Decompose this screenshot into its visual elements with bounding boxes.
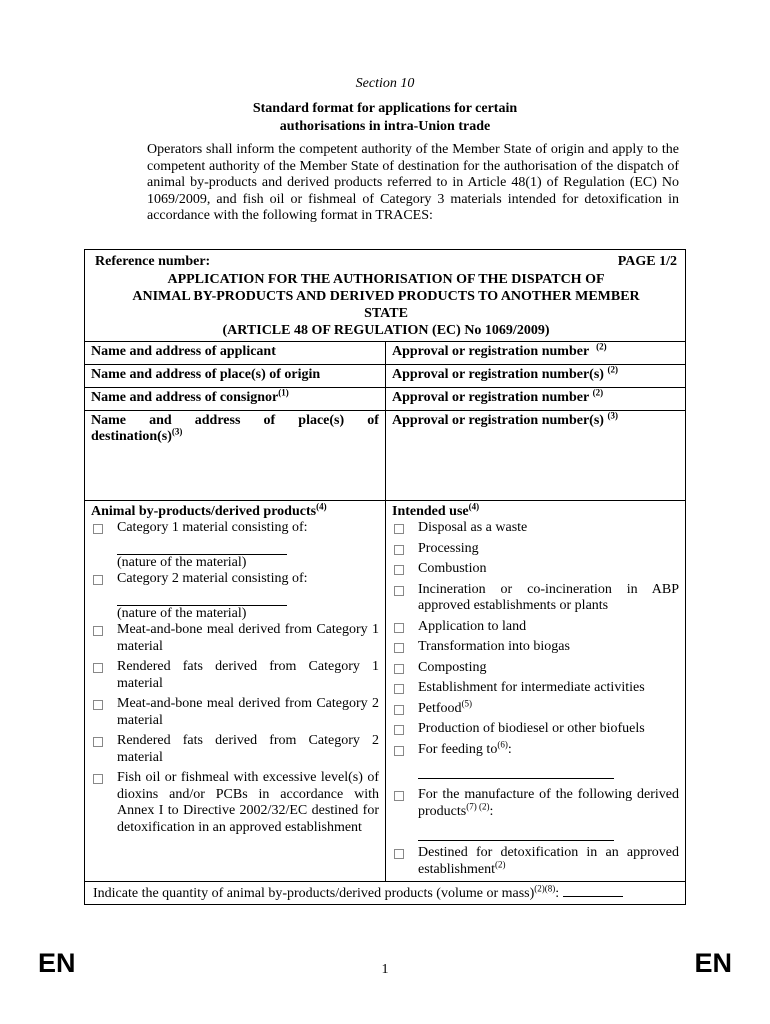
option-label: Meat-and-bone meal derived from Category 2 material <box>117 696 379 728</box>
quantity-input[interactable] <box>563 884 623 897</box>
applicant-approval-field[interactable]: Approval or registration number $^{(2)}$ <box>392 341 607 359</box>
applicant-row <box>85 342 685 365</box>
checkbox-feeding[interactable] <box>394 746 404 756</box>
option-label: Processing <box>418 540 479 556</box>
checkbox-biogas[interactable] <box>394 643 404 653</box>
language-code-left: EN <box>38 948 76 978</box>
checkbox-biodiesel[interactable] <box>394 725 404 735</box>
products-column <box>85 501 386 881</box>
standard-format-title <box>0 100 770 136</box>
option-label: For feeding to <box>418 741 498 757</box>
checkbox-mbm-cat2[interactable] <box>93 700 103 710</box>
option-label: Category 1 material consisting of: <box>117 520 308 535</box>
checkbox-category-2[interactable] <box>93 575 103 585</box>
intro-paragraph: Operators shall inform the competent authority of the Member State of origin and apply to the competent authority of the Member State of destination for the authorisation of the dispatch of animal by-products and derived products referred to in Article 48(1) of Regulation (EC) No 1069/2009, and fish oil or fishmeal of Category 3 materials intended for detoxification in accordance with the following format in TRACES: <box>147 142 679 223</box>
application-title-line: APPLICATION FOR THE AUTHORISATION OF THE DISPATCH OF <box>167 272 605 287</box>
application-title-line: (ARTICLE 48 OF REGULATION (EC) No 1069/2009) <box>222 323 550 338</box>
checkbox-land[interactable] <box>394 623 404 633</box>
option-label: Petfood <box>418 700 462 716</box>
checkbox-fats-cat1[interactable] <box>93 663 103 673</box>
checkbox-processing[interactable] <box>394 545 404 555</box>
section-label: Section 10 <box>355 76 415 91</box>
uses-column: Intended use$^{(4)}$ Disposal as a waste Processing Combustion Incineration or co-incineration in ABP approved establishments or plants Application to land Transformation into biogas Composting Establishment for intermediate activities Petfood$^{(5)}$ Production of biodiesel or other biofuels For feeding $to^{(6)}$: For the manufacture of the following derived products$^{(7) (2)}$: Destined for detoxification in an approved establishment$^{(2)}$ <box>392 501 679 877</box>
application-title-line: STATE <box>364 306 408 321</box>
checkbox-category-1[interactable] <box>93 524 103 534</box>
checkbox-fats-cat2[interactable] <box>93 737 103 747</box>
category-2-nature-input[interactable] <box>117 591 287 606</box>
checkbox-detoxification[interactable] <box>394 849 404 859</box>
application-title <box>95 271 677 339</box>
reference-number-label: Reference number: <box>95 254 211 269</box>
products-heading: Animal by-products/derived products$^{(4)}$ <box>91 501 327 519</box>
page-indicator: PAGE 1/2 <box>617 254 677 269</box>
checkbox-incineration[interactable] <box>394 586 404 596</box>
option-label: Rendered fats derived from Category 1 material <box>117 659 379 691</box>
option-label: Destined for detoxification in an approved establishment <box>418 845 679 877</box>
consignor-field[interactable]: Name and address of consignor$^{(1)}$ <box>85 388 386 410</box>
destination-field[interactable]: Name and address of place(s) of $destination(s)^{(3)}$ <box>85 411 386 500</box>
checkbox-mbm-cat1[interactable] <box>93 626 103 636</box>
title-line-2: authorisations in intra-Union trade <box>279 119 491 134</box>
page-number: 1 <box>381 962 389 977</box>
option-label: Incineration or co-incineration in ABP approved establishments or plants <box>418 581 679 613</box>
option-label: Transformation into biogas <box>418 639 570 654</box>
option-label: Fish oil or fishmeal with excessive level(s) of dioxins and/or PCBs in accordance with Annex I to Directive 2002/32/EC destined for detoxification in an approved establishment <box>117 770 379 835</box>
option-label: Establishment for intermediate activities <box>418 680 645 695</box>
origin-field[interactable]: Name and address of place(s) of origin <box>85 365 386 387</box>
destination-row <box>85 411 685 501</box>
category-1-nature-input[interactable] <box>117 540 287 555</box>
quantity-label: Indicate the quantity of animal by-products/derived products (volume or mass) <box>93 886 535 901</box>
option-label: Category 2 material consisting of: <box>117 571 308 586</box>
option-label: Combustion <box>418 561 487 576</box>
applicant-field[interactable]: Name and address of applicant <box>85 342 386 364</box>
manufacture-input[interactable] <box>418 826 614 841</box>
nature-hint: (nature of the material) <box>117 605 247 621</box>
option-label: Disposal as a waste <box>418 520 528 535</box>
consignor-approval-field[interactable]: Approval or registration number $^{(2)}$ <box>392 387 604 405</box>
language-code-right: EN <box>694 948 732 978</box>
option-label: For the manufacture of the following derived products <box>418 787 679 819</box>
option-label: Composting <box>418 659 487 675</box>
option-label: Production of biodiesel or other biofuels <box>418 721 645 736</box>
destination-approval-field[interactable]: Approval or registration number(s) $^{(3)}$ <box>392 410 618 428</box>
checkbox-combustion[interactable] <box>394 565 404 575</box>
checkbox-intermediate[interactable] <box>394 684 404 694</box>
products-and-uses-row <box>85 501 685 882</box>
application-title-line: ANIMAL BY-PRODUCTS AND DERIVED PRODUCTS TO ANOTHER MEMBER <box>132 289 640 304</box>
feeding-input[interactable] <box>418 764 614 779</box>
uses-heading: Intended use$^{(4)}$ <box>392 501 480 519</box>
checkbox-petfood[interactable] <box>394 705 404 715</box>
option-label: Application to land <box>418 618 527 634</box>
checkbox-disposal[interactable] <box>394 524 404 534</box>
title-line-1: Standard format for applications for certain <box>252 101 518 116</box>
option-label: Meat-and-bone meal derived from Category 1 material <box>117 622 379 654</box>
checkbox-fish-oil[interactable] <box>93 774 103 784</box>
checkbox-composting[interactable] <box>394 664 404 674</box>
nature-hint: (nature of the material) <box>117 554 247 570</box>
option-label: Rendered fats derived from Category 2 material <box>117 733 379 765</box>
quantity-row: Indicate the quantity of animal by-products/derived products (volume or mass)$^{(2)(8)}$: <box>85 882 685 904</box>
consignor-row <box>85 388 685 411</box>
origin-row <box>85 365 685 388</box>
origin-approval-field[interactable]: Approval or registration number(s) $^{(2)}$ <box>392 364 618 382</box>
application-form <box>84 249 686 905</box>
form-header <box>85 250 685 342</box>
checkbox-manufacture[interactable] <box>394 791 404 801</box>
